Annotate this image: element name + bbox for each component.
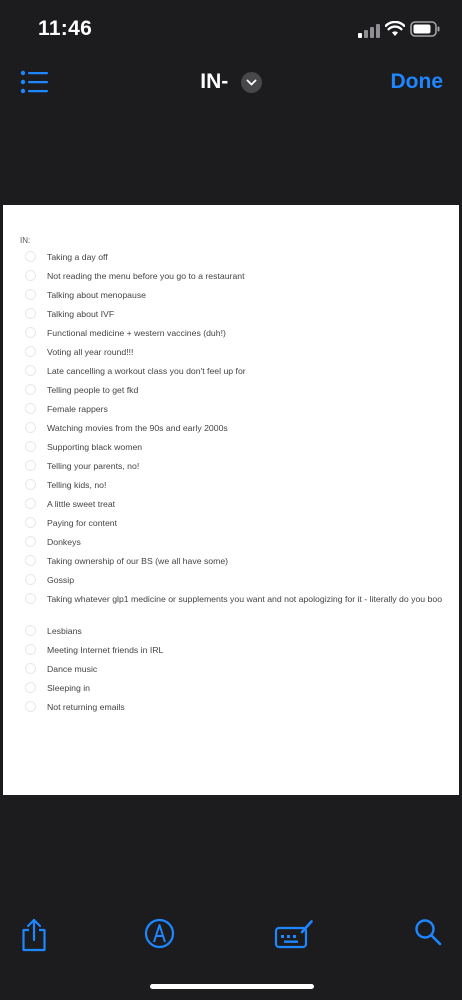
list-item[interactable] bbox=[25, 593, 445, 625]
nav-title: IN- bbox=[200, 70, 229, 93]
list-item[interactable] bbox=[25, 663, 445, 682]
document-page bbox=[3, 205, 459, 795]
checkbox-circle[interactable] bbox=[25, 663, 36, 674]
list-item[interactable] bbox=[25, 251, 445, 270]
battery-icon bbox=[410, 21, 440, 37]
list-item-text: Taking a day off bbox=[47, 252, 108, 262]
list-item[interactable] bbox=[25, 308, 445, 327]
list-item-text: Gossip bbox=[47, 575, 75, 585]
checklist bbox=[25, 251, 445, 720]
checkbox-circle[interactable] bbox=[25, 682, 36, 693]
list-item[interactable] bbox=[25, 644, 445, 663]
checkbox-circle[interactable] bbox=[25, 498, 36, 509]
list-item-text: Supporting black women bbox=[47, 442, 143, 452]
list-item-text: Telling your parents, no! bbox=[47, 461, 140, 471]
list-item-text: Dance music bbox=[47, 664, 98, 674]
checkbox-circle[interactable] bbox=[25, 289, 36, 300]
list-item[interactable] bbox=[25, 517, 445, 536]
done-button[interactable]: Done bbox=[390, 70, 443, 93]
list-item[interactable] bbox=[25, 289, 445, 308]
checkbox-circle[interactable] bbox=[25, 251, 36, 262]
checkbox-circle[interactable] bbox=[25, 517, 36, 528]
list-item[interactable] bbox=[25, 574, 445, 593]
cellular-signal-icon bbox=[358, 24, 380, 38]
checkbox-circle[interactable] bbox=[25, 308, 36, 319]
nav-bar bbox=[0, 60, 462, 104]
list-item[interactable] bbox=[25, 384, 445, 403]
list-item-text: Watching movies from the 90s and early 2000s bbox=[47, 423, 228, 433]
keyboard-edit-icon[interactable] bbox=[274, 918, 314, 950]
list-item-text: Meeting Internet friends in IRL bbox=[47, 645, 164, 655]
list-item-text: Sleeping in bbox=[47, 683, 90, 693]
checkbox-circle[interactable] bbox=[25, 625, 36, 636]
list-item-text: A little sweet treat bbox=[47, 499, 116, 509]
status-bar bbox=[0, 0, 462, 56]
checkbox-circle[interactable] bbox=[25, 460, 36, 471]
checkbox-circle[interactable] bbox=[25, 384, 36, 395]
home-indicator bbox=[150, 984, 314, 989]
list-item-text: Not reading the menu before you go to a restaurant bbox=[47, 271, 245, 281]
list-item-text: Lesbians bbox=[47, 626, 82, 636]
list-item[interactable] bbox=[25, 460, 445, 479]
list-item-text: Talking about menopause bbox=[47, 290, 147, 300]
checkbox-circle[interactable] bbox=[25, 403, 36, 414]
checkbox-circle[interactable] bbox=[25, 536, 36, 547]
list-item-text: Donkeys bbox=[47, 537, 81, 547]
list-item-text: Taking ownership of our BS (we all have some) bbox=[47, 556, 229, 566]
checkbox-circle[interactable] bbox=[25, 574, 36, 585]
list-item[interactable] bbox=[25, 479, 445, 498]
list-item-text: Late cancelling a workout class you don't feel up for bbox=[47, 366, 246, 376]
list-item-text: Voting all year round!!! bbox=[47, 347, 134, 357]
list-item[interactable] bbox=[25, 270, 445, 289]
checkbox-circle[interactable] bbox=[25, 327, 36, 338]
list-item[interactable] bbox=[25, 346, 445, 365]
checkbox-circle[interactable] bbox=[25, 555, 36, 566]
list-item-text: Taking whatever glp1 medicine or supplements you want and not apologizing for it - literally do you boo bbox=[47, 594, 443, 604]
list-item[interactable] bbox=[25, 498, 445, 517]
share-icon[interactable] bbox=[20, 918, 48, 952]
list-item-text: Paying for content bbox=[47, 518, 118, 528]
list-item[interactable] bbox=[25, 365, 445, 384]
checkbox-circle[interactable] bbox=[25, 346, 36, 357]
checkbox-circle[interactable] bbox=[25, 593, 36, 604]
checkbox-circle[interactable] bbox=[25, 479, 36, 490]
bottom-toolbar bbox=[0, 910, 462, 960]
list-item-text: Female rappers bbox=[47, 404, 108, 414]
wifi-icon bbox=[385, 21, 405, 37]
checkbox-circle[interactable] bbox=[25, 644, 36, 655]
list-item[interactable] bbox=[25, 625, 445, 644]
list-item-text: Talking about IVF bbox=[47, 309, 115, 319]
checkbox-circle[interactable] bbox=[25, 701, 36, 712]
list-item[interactable] bbox=[25, 701, 445, 720]
list-item[interactable] bbox=[25, 422, 445, 441]
document-heading: IN: bbox=[20, 236, 31, 245]
status-time: 11:46 bbox=[38, 17, 93, 40]
list-item-text: Functional medicine + western vaccines (duh!) bbox=[47, 328, 226, 338]
list-item-text: Telling people to get fkd bbox=[47, 385, 139, 395]
checkbox-circle[interactable] bbox=[25, 270, 36, 281]
list-item[interactable] bbox=[25, 682, 445, 701]
chevron-down-icon bbox=[241, 72, 262, 93]
markup-pen-icon[interactable] bbox=[144, 918, 175, 949]
checkbox-circle[interactable] bbox=[25, 441, 36, 452]
checkbox-circle[interactable] bbox=[25, 422, 36, 433]
list-item[interactable] bbox=[25, 555, 445, 574]
list-item[interactable] bbox=[25, 403, 445, 422]
list-item[interactable] bbox=[25, 327, 445, 346]
list-item-text: Not returning emails bbox=[47, 702, 125, 712]
search-icon[interactable] bbox=[414, 918, 442, 946]
list-item-text: Telling kids, no! bbox=[47, 480, 107, 490]
list-item[interactable] bbox=[25, 441, 445, 460]
checkbox-circle[interactable] bbox=[25, 365, 36, 376]
list-item[interactable] bbox=[25, 536, 445, 555]
